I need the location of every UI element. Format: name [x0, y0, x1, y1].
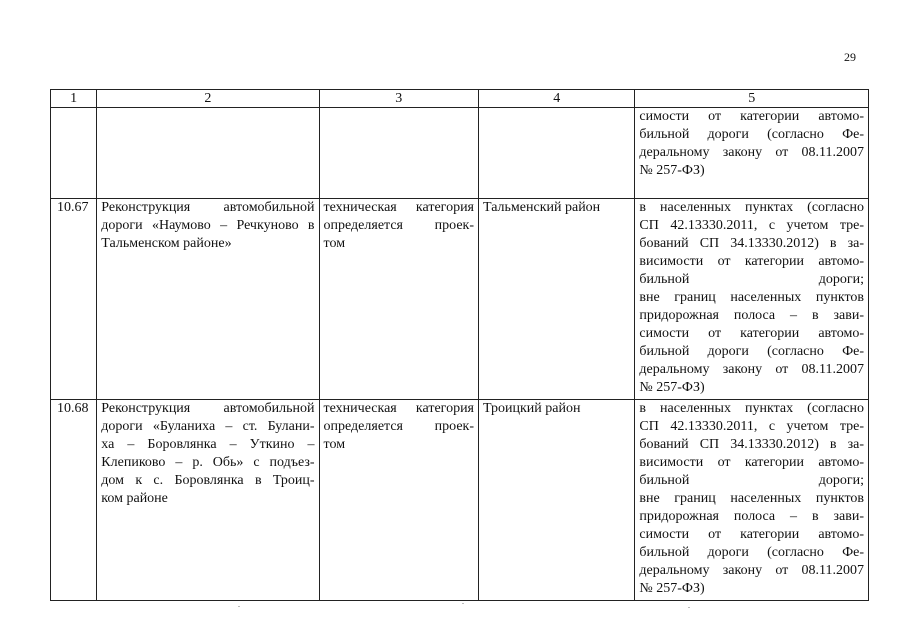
text-line: бований СП 34.13330.2012) в за-: [639, 437, 864, 452]
text-line: ха – Боровлянка – Уткино –: [101, 437, 315, 452]
text-line: бильной дороги (согласно Фе-: [639, 127, 864, 142]
scan-artifact: [688, 607, 690, 608]
notes-text: [639, 108, 864, 180]
header-col-4: 4: [479, 90, 635, 108]
text-line: симости от категории автомо-: [639, 326, 864, 341]
text-line: дороги «Буланиха – ст. Булани-: [101, 419, 315, 434]
cell-district: [479, 108, 635, 199]
text-line: ком районе: [101, 491, 168, 506]
category-text: [324, 400, 474, 454]
text-line: вне границ населенных пунктов: [639, 290, 864, 305]
text-line: вне границ населенных пунктов: [639, 491, 864, 506]
notes-text: [639, 400, 864, 598]
header-col-5: 5: [635, 90, 869, 108]
cell-district: Троицкий район: [479, 400, 635, 601]
text-line: бильной дороги;: [639, 272, 864, 287]
cell-number: 10.67: [51, 199, 97, 400]
notes-text: [639, 199, 864, 397]
text-line: Реконструкция автомобильной: [101, 401, 315, 416]
text-line: дороги «Наумово – Речкуново в: [101, 218, 315, 233]
text-line: деральному закону от 08.11.2007: [639, 362, 864, 377]
cell-notes: [635, 108, 869, 199]
cell-category: [319, 400, 478, 601]
cell-name: [97, 400, 319, 601]
text-line: в населенных пунктах (согласно: [639, 200, 864, 215]
table-row-continuation: [51, 108, 869, 199]
cell-category: [319, 199, 478, 400]
text-line: в населенных пунктах (согласно: [639, 401, 864, 416]
text-line: № 257-ФЗ): [639, 380, 705, 395]
cell-number: [51, 108, 97, 199]
cell-district: Тальменский район: [479, 199, 635, 400]
text-line: симости от категории автомо-: [639, 109, 864, 124]
header-col-2: 2: [97, 90, 319, 108]
page-number: 29: [844, 50, 856, 64]
text-line: том: [323, 437, 346, 452]
text-line: висимости от категории автомо-: [639, 254, 864, 269]
header-col-1: 1: [51, 90, 97, 108]
document-table: [50, 89, 869, 601]
cell-notes: [635, 400, 869, 601]
text-line: висимости от категории автомо-: [639, 455, 864, 470]
name-text: [101, 199, 314, 253]
category-text: [324, 199, 474, 253]
table-row: [51, 199, 869, 400]
text-line: № 257-ФЗ): [639, 581, 705, 596]
text-line: бований СП 34.13330.2012) в за-: [639, 236, 864, 251]
cell-name: [97, 108, 319, 199]
text-line: дом к с. Боровлянка в Троиц-: [101, 473, 315, 488]
text-line: техническая категория: [323, 401, 474, 416]
scan-artifact: [238, 606, 240, 607]
text-line: придорожная полоса – в зави-: [639, 308, 864, 323]
scan-artifact: [462, 603, 464, 604]
table-row: [51, 400, 869, 601]
text-line: № 257-ФЗ): [639, 163, 705, 178]
text-line: деральному закону от 08.11.2007: [639, 563, 864, 578]
text-line: Тальменском районе»: [101, 236, 232, 251]
table-header-row: [51, 90, 869, 108]
cell-number: 10.68: [51, 400, 97, 601]
text-line: бильной дороги (согласно Фе-: [639, 344, 864, 359]
text-line: бильной дороги;: [639, 473, 864, 488]
text-line: СП 42.13330.2011, с учетом тре-: [639, 218, 864, 233]
header-col-3: 3: [319, 90, 478, 108]
name-text: [101, 400, 314, 508]
text-line: определяется проек-: [323, 218, 474, 233]
text-line: СП 42.13330.2011, с учетом тре-: [639, 419, 864, 434]
text-line: симости от категории автомо-: [639, 527, 864, 542]
cell-category: [319, 108, 478, 199]
cell-name: [97, 199, 319, 400]
text-line: определяется проек-: [323, 419, 474, 434]
text-line: Реконструкция автомобильной: [101, 200, 315, 215]
text-line: бильной дороги (согласно Фе-: [639, 545, 864, 560]
cell-notes: [635, 199, 869, 400]
text-line: деральному закону от 08.11.2007: [639, 145, 864, 160]
text-line: техническая категория: [323, 200, 474, 215]
text-line: том: [323, 236, 346, 251]
text-line: Клепиково – р. Обь» с подъез-: [101, 455, 315, 470]
text-line: придорожная полоса – в зави-: [639, 509, 864, 524]
